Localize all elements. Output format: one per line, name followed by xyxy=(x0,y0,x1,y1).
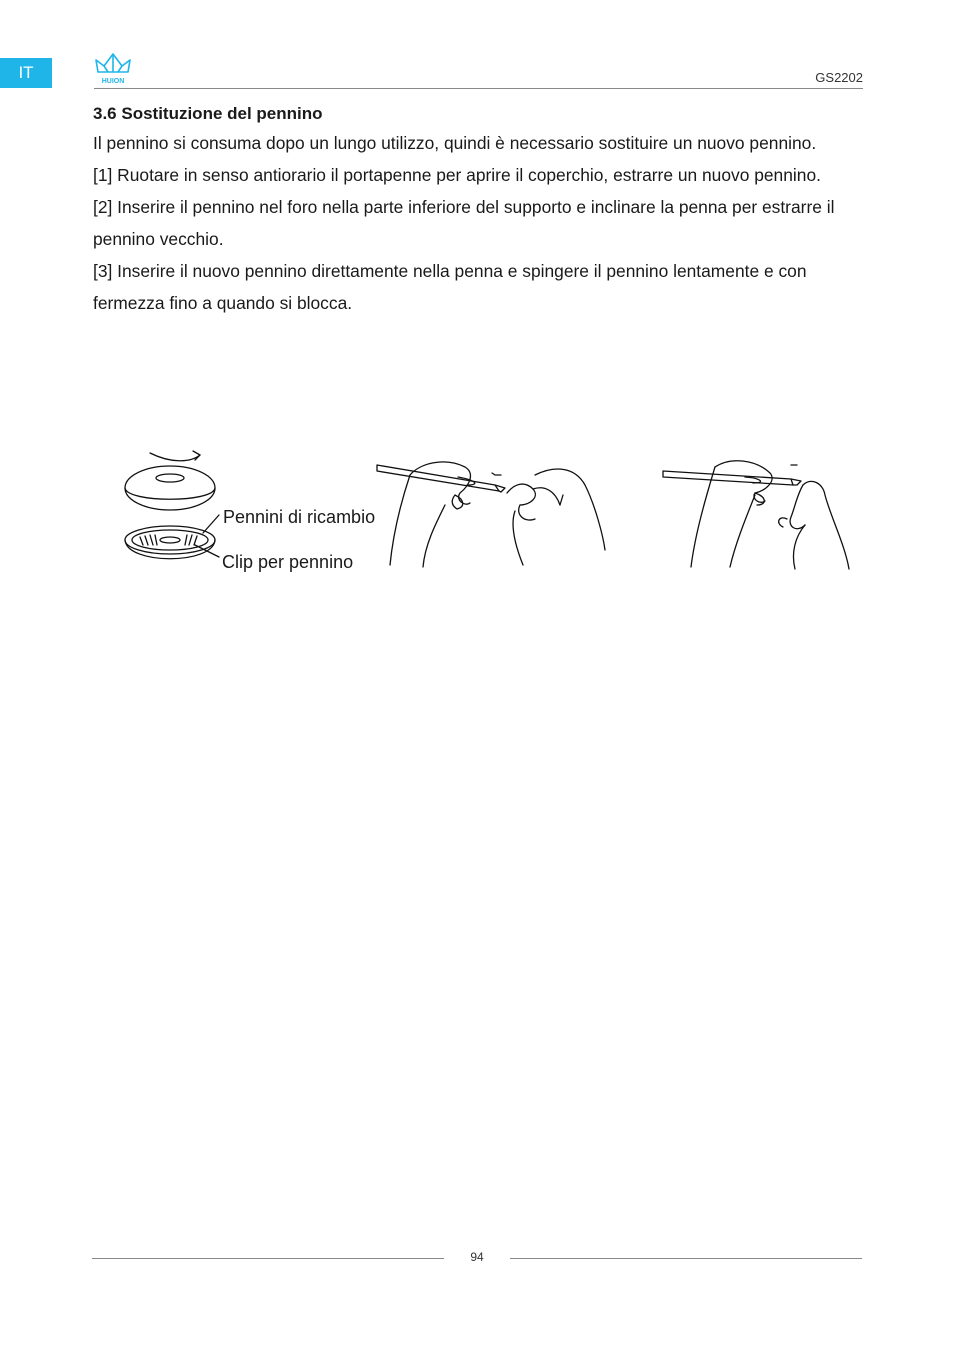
paragraph-step-2: [2] Inserire il pennino nel foro nella parte inferiore del supporto e inclinare la penna per estrarre il pennino vecchio. xyxy=(93,197,835,249)
paragraph-intro: Il pennino si consuma dopo un lungo utilizzo, quindi è necessario sostituire un nuovo pennino. xyxy=(93,133,817,153)
model-number: GS2202 xyxy=(815,70,863,85)
page-number: 94 xyxy=(470,1250,484,1264)
huion-logo xyxy=(94,52,132,86)
header-divider xyxy=(94,88,863,89)
hands-pulling-nib-icon xyxy=(377,462,605,567)
paragraph-step-1: [1] Ruotare in senso antiorario il portapenne per aprire il coperchio, estrarre un nuovo pennino. xyxy=(93,165,821,185)
section-body xyxy=(93,101,843,319)
nib-clip-label: Clip per pennino xyxy=(222,552,354,572)
paragraph-step-3: [3] Inserire il nuovo pennino direttamente nella penna e spingere il pennino lentamente e con fermezza fino a quando si blocca. xyxy=(93,261,807,313)
nib-replacement-illustration xyxy=(115,445,855,580)
footer-divider-left xyxy=(92,1258,444,1259)
section-title: 3.6 Sostituzione del pennino xyxy=(93,104,323,123)
hand-inserting-nib-icon xyxy=(663,461,849,569)
svg-text:HUION: HUION xyxy=(101,78,125,85)
pen-holder-icon xyxy=(125,451,219,559)
footer-divider-right xyxy=(510,1258,862,1259)
language-tab: IT xyxy=(0,58,52,88)
spare-nibs-label: Pennini di ricambio xyxy=(223,507,376,527)
